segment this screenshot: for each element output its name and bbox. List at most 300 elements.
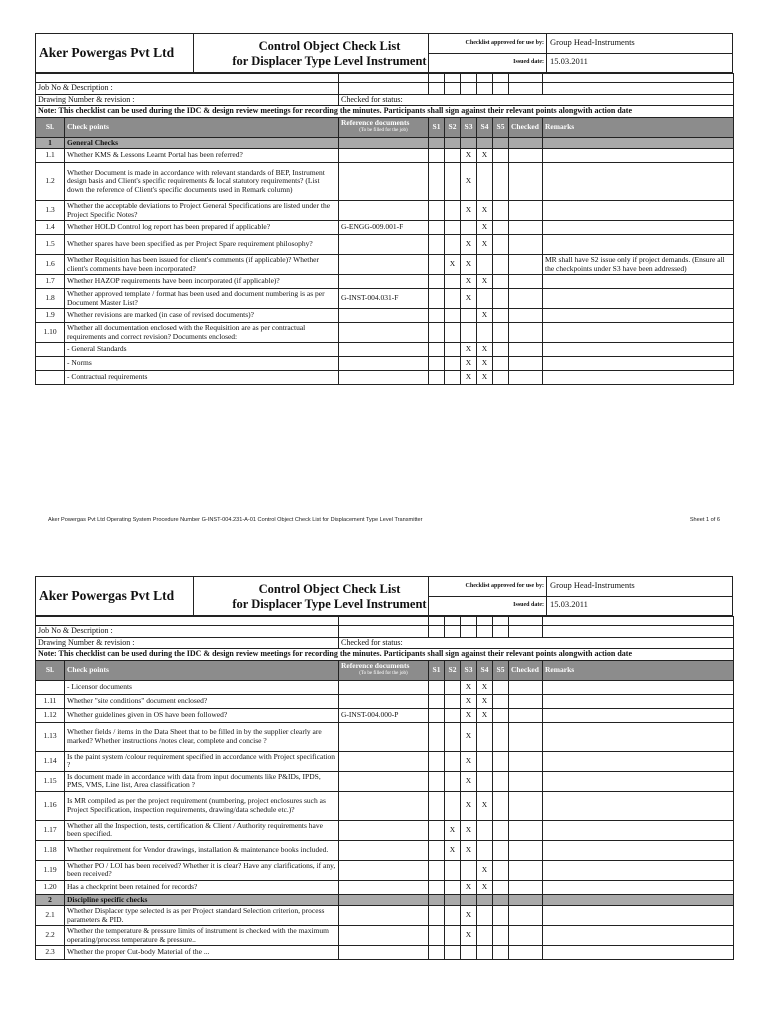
checkpoint-text: Whether fields / items in the Data Sheet that to be filled in by the supplier clearly are marked? Whether instructions /notes clear, complete and concise ? (65, 722, 339, 751)
stage-s1-mark (429, 343, 445, 357)
note-row (36, 106, 734, 118)
issued-value: 15.03.2011 (550, 599, 588, 609)
rows-2 (36, 617, 734, 960)
sheet-2 (35, 576, 733, 960)
col-remarks: Remarks (543, 660, 734, 680)
stage-s1-mark (429, 946, 445, 960)
stage-s1-mark (429, 309, 445, 323)
checklist-row (36, 289, 734, 309)
checked-cell[interactable] (509, 840, 543, 860)
reference-doc (339, 926, 429, 946)
stage-s4-mark: X (477, 708, 493, 722)
col-s1: S1 (429, 117, 445, 137)
col-checkpoints: Check points (65, 117, 339, 137)
checked-cell[interactable] (509, 221, 543, 235)
remarks-cell (543, 309, 734, 323)
stage-s4-mark: X (477, 149, 493, 163)
spacer-row (36, 74, 734, 83)
rows-1 (36, 74, 734, 385)
stage-s2-mark (445, 791, 461, 820)
remarks-cell (543, 149, 734, 163)
row-number: 1.1 (36, 149, 65, 163)
stage-s1-mark (429, 289, 445, 309)
stage-s1-mark (429, 149, 445, 163)
remarks-cell (543, 906, 734, 926)
stage-s2-mark (445, 708, 461, 722)
row-number: 1.17 (36, 820, 65, 840)
remarks-cell (543, 771, 734, 791)
remarks-cell (543, 708, 734, 722)
stage-s3-mark: X (461, 680, 477, 694)
remarks-cell (543, 694, 734, 708)
reference-doc (339, 149, 429, 163)
checkpoint-text: Whether KMS & Lessons Learnt Portal has been referred? (65, 149, 339, 163)
section-number: 2 (36, 894, 65, 906)
section-row (36, 137, 734, 149)
stage-s3-mark: X (461, 357, 477, 371)
row-number (36, 357, 65, 371)
stage-s5-mark (493, 680, 509, 694)
checkpoint-text: Whether the proper Cut-body Material of the ... (65, 946, 339, 960)
stage-s1-mark (429, 371, 445, 385)
checked-cell[interactable] (509, 255, 543, 275)
checklist-row (36, 163, 734, 201)
row-number: 1.13 (36, 722, 65, 751)
row-number: 1.18 (36, 840, 65, 860)
stage-s1-mark (429, 163, 445, 201)
checked-cell[interactable] (509, 149, 543, 163)
row-number: 1.14 (36, 751, 65, 771)
sheet-header (35, 576, 733, 616)
stage-s1-mark (429, 906, 445, 926)
stage-s5-mark (493, 946, 509, 960)
checkpoint-text: Whether Requisition has been issued for client's comments (if applicable)? Whether client's comments have been incorporated? (65, 255, 339, 275)
row-number: 1.12 (36, 708, 65, 722)
drawing-row (36, 637, 734, 649)
col-sl: Sl. (36, 117, 65, 137)
stage-s2-mark (445, 860, 461, 880)
col-checked: Checked (509, 660, 543, 680)
stage-s1-mark (429, 357, 445, 371)
reference-doc (339, 163, 429, 201)
sheet-1 (35, 33, 733, 385)
section-row (36, 894, 734, 906)
stage-s4-mark (477, 751, 493, 771)
stage-s4-mark: X (477, 235, 493, 255)
checked-cell[interactable] (509, 163, 543, 201)
stage-s5-mark (493, 309, 509, 323)
stage-s3-mark: X (461, 751, 477, 771)
stage-s3-mark: X (461, 708, 477, 722)
col-remarks: Remarks (543, 117, 734, 137)
stage-s2-mark: X (445, 255, 461, 275)
stage-s2-mark (445, 357, 461, 371)
stage-s4-mark: X (477, 791, 493, 820)
checklist-table-2 (35, 616, 734, 960)
checklist-row (36, 820, 734, 840)
stage-s3-mark: X (461, 926, 477, 946)
sheet-header (35, 33, 733, 73)
stage-s5-mark (493, 860, 509, 880)
row-number (36, 371, 65, 385)
stage-s2-mark (445, 680, 461, 694)
approved-value: Group Head-Instruments (550, 37, 635, 47)
checklist-row (36, 275, 734, 289)
row-number: 1.20 (36, 880, 65, 894)
stage-s3-mark: X (461, 840, 477, 860)
col-reference: Reference documents (To be filled for the job) (339, 117, 429, 137)
stage-s3-mark: X (461, 791, 477, 820)
reference-doc (339, 201, 429, 221)
checked-cell[interactable] (509, 791, 543, 820)
stage-s3-mark (461, 323, 477, 343)
stage-s1-mark (429, 708, 445, 722)
stage-s3-mark: X (461, 289, 477, 309)
reference-doc (339, 906, 429, 926)
drawing-label: Drawing Number & revision : (36, 94, 339, 106)
stage-s5-mark (493, 371, 509, 385)
row-number: 1.3 (36, 201, 65, 221)
remarks-cell (543, 751, 734, 771)
stage-s4-mark (477, 255, 493, 275)
stage-s1-mark (429, 820, 445, 840)
stage-s4-mark: X (477, 221, 493, 235)
checklist-row (36, 357, 734, 371)
col-checkpoints: Check points (65, 660, 339, 680)
col-reference-sub: (To be filled for the job) (359, 128, 408, 133)
reference-doc (339, 840, 429, 860)
col-reference: Reference documents (To be filled for the job) (339, 660, 429, 680)
checked-cell[interactable] (509, 722, 543, 751)
issued-label: Issued date: (513, 602, 544, 608)
section-title: General Checks (65, 137, 339, 149)
stage-s5-mark (493, 163, 509, 201)
column-header (36, 660, 734, 680)
checklist-row (36, 860, 734, 880)
issued-value: 15.03.2011 (550, 56, 588, 66)
stage-s2-mark: X (445, 840, 461, 860)
remarks-cell (543, 840, 734, 860)
stage-s2-mark (445, 880, 461, 894)
checked-cell[interactable] (509, 946, 543, 960)
section-title: Discipline specific checks (65, 894, 339, 906)
stage-s5-mark (493, 708, 509, 722)
reference-doc (339, 343, 429, 357)
reference-doc (339, 722, 429, 751)
checked-cell[interactable] (509, 371, 543, 385)
remarks-cell (543, 163, 734, 201)
col-sl: Sl. (36, 660, 65, 680)
stage-s1-mark (429, 791, 445, 820)
col-s1: S1 (429, 660, 445, 680)
stage-s2-mark (445, 694, 461, 708)
checklist-row (36, 722, 734, 751)
checkpoint-text: Whether Displacer type selected is as per Project standard Selection criterion, process parameters & PID. (65, 906, 339, 926)
stage-s3-mark: X (461, 201, 477, 221)
checklist-row (36, 343, 734, 357)
stage-s5-mark (493, 275, 509, 289)
remarks-cell (543, 289, 734, 309)
stage-s2-mark (445, 751, 461, 771)
stage-s5-mark (493, 791, 509, 820)
remarks-cell (543, 680, 734, 694)
checked-cell[interactable] (509, 357, 543, 371)
remarks-cell (543, 357, 734, 371)
stage-s5-mark (493, 926, 509, 946)
stage-s5-mark (493, 357, 509, 371)
stage-s3-mark (461, 221, 477, 235)
checklist-row (36, 771, 734, 791)
stage-s5-mark (493, 694, 509, 708)
checkpoint-text: Whether the acceptable deviations to Project General Specifications are listed under the Project Specific Notes? (65, 201, 339, 221)
checkpoint-text: - Licensor documents (65, 680, 339, 694)
column-header (36, 117, 734, 137)
checklist-row (36, 751, 734, 771)
checkpoint-text: Has a checkprint been retained for records? (65, 880, 339, 894)
reference-doc (339, 771, 429, 791)
reference-doc (339, 694, 429, 708)
reference-doc (339, 255, 429, 275)
checked-cell[interactable] (509, 694, 543, 708)
checked-cell[interactable] (509, 751, 543, 771)
checklist-row (36, 880, 734, 894)
stage-s1-mark (429, 694, 445, 708)
note-text: Note: This checklist can be used during the IDC & design review meetings for recording the minutes. Participants shall sign against their relevant points alongwith action date (36, 106, 734, 118)
checkpoint-text: - Contractual requirements (65, 371, 339, 385)
stage-s2-mark (445, 235, 461, 255)
row-number (36, 680, 65, 694)
remarks-cell (543, 791, 734, 820)
checkpoint-text: Whether revisions are marked (in case of revised documents)? (65, 309, 339, 323)
stage-s2-mark (445, 149, 461, 163)
stage-s3-mark (461, 860, 477, 880)
reference-doc (339, 309, 429, 323)
row-number: 1.11 (36, 694, 65, 708)
reference-doc (339, 680, 429, 694)
stage-s1-mark (429, 680, 445, 694)
issued-label: Issued date: (513, 59, 544, 65)
checked-cell[interactable] (509, 820, 543, 840)
checklist-row (36, 235, 734, 255)
row-number: 1.15 (36, 771, 65, 791)
checklist-table-1 (35, 73, 734, 385)
checked-status-label: Checked for status: (339, 94, 734, 106)
checkpoint-text: Whether guidelines given in OS have been followed? (65, 708, 339, 722)
stage-s5-mark (493, 343, 509, 357)
remarks-cell (543, 235, 734, 255)
reference-doc: G-INST-004.031-F (339, 289, 429, 309)
stage-s5-mark (493, 840, 509, 860)
checklist-row (36, 255, 734, 275)
checklist-row (36, 708, 734, 722)
stage-s2-mark (445, 722, 461, 751)
stage-s3-mark: X (461, 771, 477, 791)
checkpoint-text: Whether HOLD Control log report has been prepared if applicable? (65, 221, 339, 235)
checkpoint-text: Is document made in accordance with data from input documents like P&IDs, IPDS, PMS, VMS, Line list, Area classification ? (65, 771, 339, 791)
reference-doc: G-INST-004.000-P (339, 708, 429, 722)
remarks-cell (543, 275, 734, 289)
drawing-row (36, 94, 734, 106)
checked-cell[interactable] (509, 235, 543, 255)
col-checked: Checked (509, 117, 543, 137)
remarks-cell (543, 201, 734, 221)
stage-s4-mark: X (477, 309, 493, 323)
stage-s2-mark (445, 275, 461, 289)
stage-s4-mark: X (477, 680, 493, 694)
stage-s4-mark (477, 289, 493, 309)
checked-cell[interactable] (509, 343, 543, 357)
row-number: 1.6 (36, 255, 65, 275)
stage-s2-mark: X (445, 820, 461, 840)
stage-s5-mark (493, 751, 509, 771)
stage-s1-mark (429, 323, 445, 343)
row-number: 1.10 (36, 323, 65, 343)
stage-s4-mark: X (477, 371, 493, 385)
checked-cell[interactable] (509, 680, 543, 694)
row-number: 1.16 (36, 791, 65, 820)
checked-cell[interactable] (509, 926, 543, 946)
col-s2: S2 (445, 660, 461, 680)
stage-s1-mark (429, 771, 445, 791)
checklist-row (36, 926, 734, 946)
stage-s3-mark: X (461, 343, 477, 357)
stage-s3-mark (461, 309, 477, 323)
col-reference-sub: (To be filled for the job) (359, 671, 408, 676)
stage-s3-mark: X (461, 149, 477, 163)
stage-s1-mark (429, 221, 445, 235)
stage-s4-mark: X (477, 694, 493, 708)
checked-cell[interactable] (509, 275, 543, 289)
remarks-cell (543, 722, 734, 751)
stage-s5-mark (493, 221, 509, 235)
col-s5: S5 (493, 117, 509, 137)
col-s4: S4 (477, 660, 493, 680)
row-number: 1.2 (36, 163, 65, 201)
stage-s2-mark (445, 906, 461, 926)
remarks-cell (543, 323, 734, 343)
stage-s1-mark (429, 840, 445, 860)
approved-label: Checklist approved for use by: (465, 583, 544, 589)
checked-cell[interactable] (509, 860, 543, 880)
remarks-cell (543, 221, 734, 235)
stage-s4-mark (477, 722, 493, 751)
stage-s2-mark (445, 289, 461, 309)
row-number: 1.9 (36, 309, 65, 323)
reference-doc (339, 371, 429, 385)
row-number: 1.19 (36, 860, 65, 880)
checked-cell[interactable] (509, 906, 543, 926)
checked-cell[interactable] (509, 708, 543, 722)
stage-s2-mark (445, 343, 461, 357)
row-number: 1.4 (36, 221, 65, 235)
checkpoint-text: Whether spares have been specified as per Project Spare requirement philosophy? (65, 235, 339, 255)
row-number: 2.2 (36, 926, 65, 946)
checklist-row (36, 694, 734, 708)
stage-s5-mark (493, 149, 509, 163)
remarks-cell (543, 926, 734, 946)
checkpoint-text: Whether Document is made in accordance with relevant standards of BEP, Instrument design basis and Client's specific requirements & local statutory requirements? (List down the reference of Client's specific documents used in Remark column) (65, 163, 339, 201)
checklist-row (36, 371, 734, 385)
stage-s2-mark (445, 946, 461, 960)
checked-cell[interactable] (509, 880, 543, 894)
stage-s2-mark (445, 926, 461, 946)
stage-s2-mark (445, 771, 461, 791)
stage-s1-mark (429, 926, 445, 946)
col-s5: S5 (493, 660, 509, 680)
checkpoint-text: - General Standards (65, 343, 339, 357)
reference-doc (339, 860, 429, 880)
stage-s1-mark (429, 201, 445, 221)
checkpoint-text: - Norms (65, 357, 339, 371)
sheet-number: Sheet 1 of 6 (689, 517, 720, 523)
job-row (36, 83, 734, 95)
checked-cell[interactable] (509, 309, 543, 323)
stage-s4-mark (477, 771, 493, 791)
row-number: 1.5 (36, 235, 65, 255)
checklist-row (36, 906, 734, 926)
checked-cell[interactable] (509, 201, 543, 221)
reference-doc (339, 275, 429, 289)
checked-cell[interactable] (509, 289, 543, 309)
stage-s2-mark (445, 163, 461, 201)
remarks-cell (543, 371, 734, 385)
stage-s5-mark (493, 255, 509, 275)
checkpoint-text: Is MR compiled as per the project requirement (numbering, project enclosures such as Project Specification, inspection requirements, drawing/data schedule etc.)? (65, 791, 339, 820)
job-value-field[interactable] (339, 626, 429, 638)
stage-s3-mark: X (461, 722, 477, 751)
drawing-label: Drawing Number & revision : (36, 637, 339, 649)
reference-doc (339, 880, 429, 894)
stage-s3-mark: X (461, 255, 477, 275)
stage-s4-mark: X (477, 275, 493, 289)
checked-cell[interactable] (509, 323, 543, 343)
spacer-row (36, 617, 734, 626)
checklist-row (36, 149, 734, 163)
remarks-cell (543, 946, 734, 960)
note-text: Note: This checklist can be used during the IDC & design review meetings for recording the minutes. Participants shall sign against their relevant points alongwith action date (36, 649, 734, 661)
remarks-cell (543, 860, 734, 880)
job-label: Job No & Description : (36, 83, 339, 95)
reference-doc (339, 357, 429, 371)
stage-s5-mark (493, 906, 509, 926)
checklist-row (36, 791, 734, 820)
stage-s5-mark (493, 880, 509, 894)
col-s2: S2 (445, 117, 461, 137)
document-title: Control Object Check List for Displacer Type Level Instrument (232, 582, 427, 611)
stage-s4-mark: X (477, 357, 493, 371)
stage-s2-mark (445, 309, 461, 323)
job-value-field[interactable] (339, 83, 429, 95)
stage-s4-mark: X (477, 860, 493, 880)
stage-s3-mark: X (461, 371, 477, 385)
checked-cell[interactable] (509, 771, 543, 791)
company-name: Aker Powergas Pvt Ltd (39, 45, 175, 60)
job-row (36, 626, 734, 638)
stage-s1-mark (429, 275, 445, 289)
checkpoint-text: Is the paint system /colour requirement specified in accordance with Project specification ? (65, 751, 339, 771)
stage-s5-mark (493, 289, 509, 309)
row-number: 1.8 (36, 289, 65, 309)
note-row (36, 649, 734, 661)
stage-s4-mark (477, 906, 493, 926)
remarks-cell (543, 880, 734, 894)
checkpoint-text: Whether the temperature & pressure limits of instrument is checked with the maximum operating/process temperature & pressure.. (65, 926, 339, 946)
approved-label: Checklist approved for use by: (465, 40, 544, 46)
stage-s3-mark: X (461, 906, 477, 926)
checkpoint-text: Whether "site conditions" document enclosed? (65, 694, 339, 708)
checked-status-label: Checked for status: (339, 637, 734, 649)
stage-s2-mark (445, 221, 461, 235)
